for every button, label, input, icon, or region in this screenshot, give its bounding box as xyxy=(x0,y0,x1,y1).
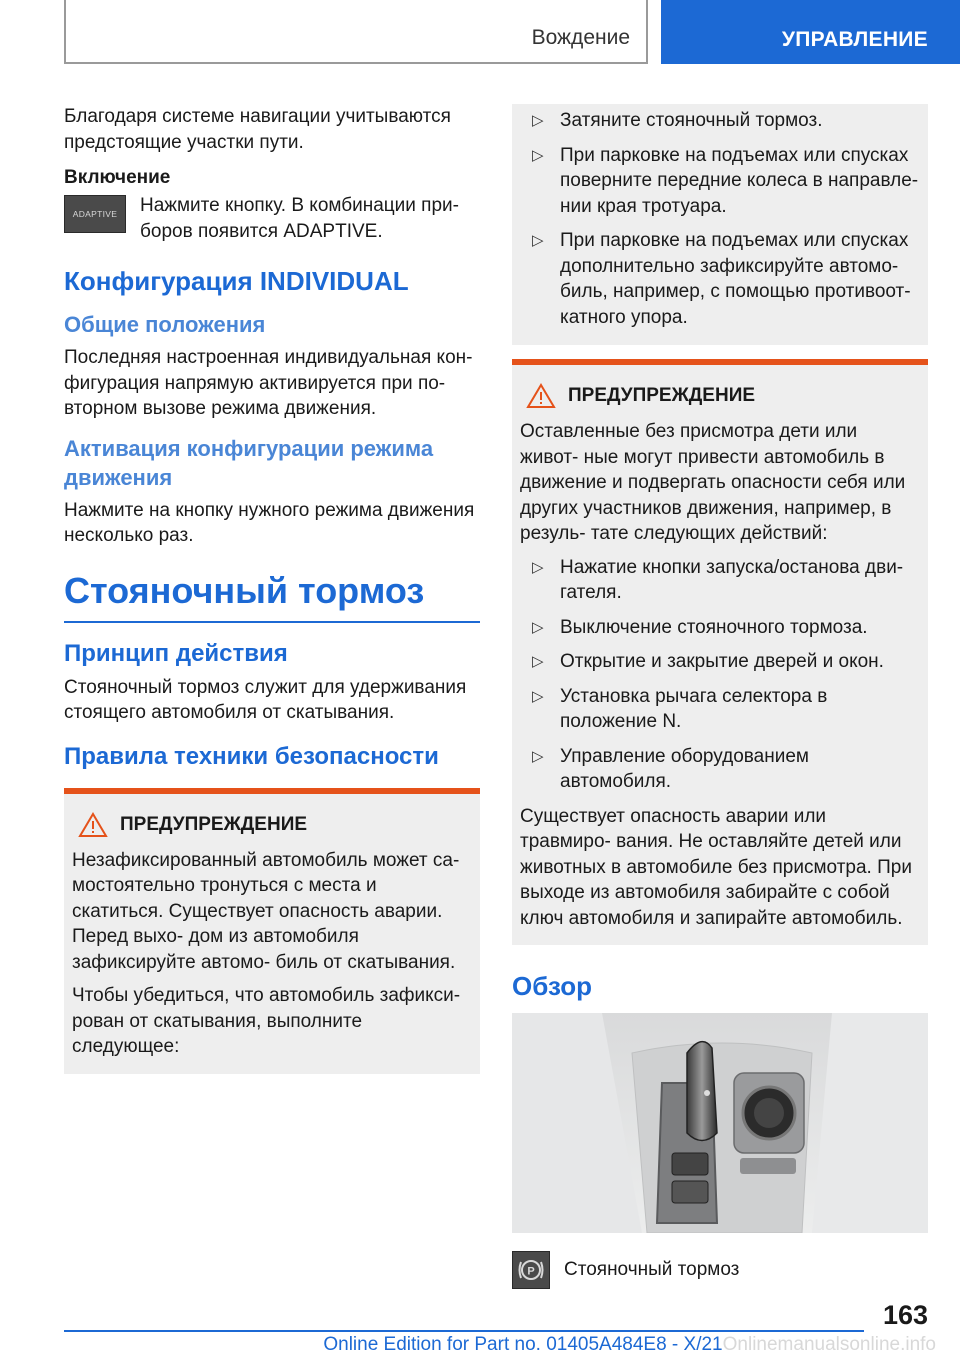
warning-2-para-1: Оставленные без присмотра дети или живот- ные могут привести автомобиль в движение и подвергать опасности себя или других участников движения, например, в резуль- тате следующих действий: xyxy=(520,421,906,544)
left-column xyxy=(64,104,480,1074)
principle-text: Стояночный тормоз служит для удерживания стоящего автомобиля от скатывания. xyxy=(64,676,467,723)
warning-1-para-1: Незафиксированный автомобиль может са- мостоятельно тронуться с места и скатиться. Существует опасность аварии. Перед выхо- дом из автомобиля зафиксируйте автомо- биль от скатывания. xyxy=(72,849,460,973)
center-console-photo xyxy=(512,1013,928,1233)
individual-heading: Конфигурация INDIVIDUAL xyxy=(64,266,409,296)
page-number: 163 xyxy=(882,1300,928,1330)
list-item: ▷ Управление оборудованием автомобиля. xyxy=(520,744,920,795)
activation-text: Нажмите на кнопку нужного режима движения несколько раз. xyxy=(64,499,475,546)
principle-heading: Принцип действия xyxy=(64,639,288,667)
list-item: ▷ Затяните стояночный тормоз. xyxy=(520,108,920,134)
warning-box-2 xyxy=(512,359,928,945)
warning-1-para-2: Чтобы убедиться, что автомобиль зафикси- рован от скатывания, выполните следующее: xyxy=(72,985,461,1057)
warning-title-2 xyxy=(526,383,920,409)
warning-title-2-text: ПРЕДУПРЕЖДЕНИЕ xyxy=(568,385,756,406)
list-item: ▷ Установка рычага селектора в положение N. xyxy=(520,684,920,735)
list-item: ▷ Выключение стояночного тормоза. xyxy=(520,615,920,641)
warning-2-para-2: Существует опасность аварии или травмиро- вания. Не оставляйте детей или животных в автомобиле без присмотра. При выходе из автомобиля забирайте с собой ключ автомобиля и запирайте автомобиль. xyxy=(520,805,912,929)
right-column xyxy=(512,104,928,1289)
header-chapter-label: УПРАВЛЕНИЕ xyxy=(781,28,928,51)
warning-box-1 xyxy=(64,788,480,1074)
warning-triangle-icon xyxy=(78,812,108,838)
warning-title-1-text: ПРЕДУПРЕЖДЕНИЕ xyxy=(120,813,308,835)
intro-text: Благодаря системе навигации учитываются предстоящие участки пути. xyxy=(64,106,451,153)
enable-instruction xyxy=(64,193,480,244)
list-item: ▷ Нажатие кнопки запуска/останова дви- гателя. xyxy=(520,555,920,606)
parking-brake-icon xyxy=(512,1251,550,1289)
center-console-illustration xyxy=(512,1013,928,1233)
header-section-box xyxy=(64,0,648,64)
warning-title-1 xyxy=(78,812,472,838)
list-item: ▷ При парковке на подъемах или спусках дополнительно зафиксируйте автомо- биль, например, с помощью противоот- катного упора. xyxy=(520,228,920,330)
photo-caption xyxy=(512,1251,928,1289)
adaptive-button-icon xyxy=(64,195,126,233)
steps-list xyxy=(520,108,920,330)
footer-edition-text: Online Edition for Part no. 01405A484E8 - X/21 xyxy=(323,1334,723,1355)
general-text: Последняя настроенная индивидуальная кон- фигурация напрямую активируется при по- вторном вызове режима движения. xyxy=(64,347,473,419)
list-item: ▷ При парковке на подъемах или спусках поверните передние колеса в направле- нии края тротуара. xyxy=(520,143,920,220)
svg-text:P: P xyxy=(527,1265,535,1278)
list-item: ▷ Открытие и закрытие дверей и окон. xyxy=(520,649,920,675)
warning-2-list xyxy=(520,555,920,795)
header-section-label: Вождение xyxy=(531,26,630,49)
parking-brake-heading: Стояночный тормоз xyxy=(64,569,480,623)
adaptive-badge-label: ADAPTIVE xyxy=(72,209,118,219)
general-heading: Общие положения xyxy=(64,312,266,337)
warning-triangle-icon xyxy=(526,383,556,409)
header-chapter-tab[interactable] xyxy=(661,0,960,64)
footer-edition xyxy=(323,1334,936,1356)
footer-watermark: Onlinemanualsonline.info xyxy=(722,1334,936,1355)
activation-heading: Активация конфигурации режима движения xyxy=(64,435,434,490)
enable-text: Нажмите кнопку. В комбинации при- боров появится ADAPTIVE. xyxy=(140,195,459,242)
overview-heading: Обзор xyxy=(512,971,592,1001)
footer-divider xyxy=(64,1330,864,1332)
steps-box xyxy=(512,104,928,345)
safety-heading: Правила техники безопасности xyxy=(64,742,439,770)
caption-text: Стояночный тормоз xyxy=(564,1259,740,1280)
parking-brake-symbol xyxy=(517,1256,545,1284)
enable-heading: Включение xyxy=(64,167,171,188)
